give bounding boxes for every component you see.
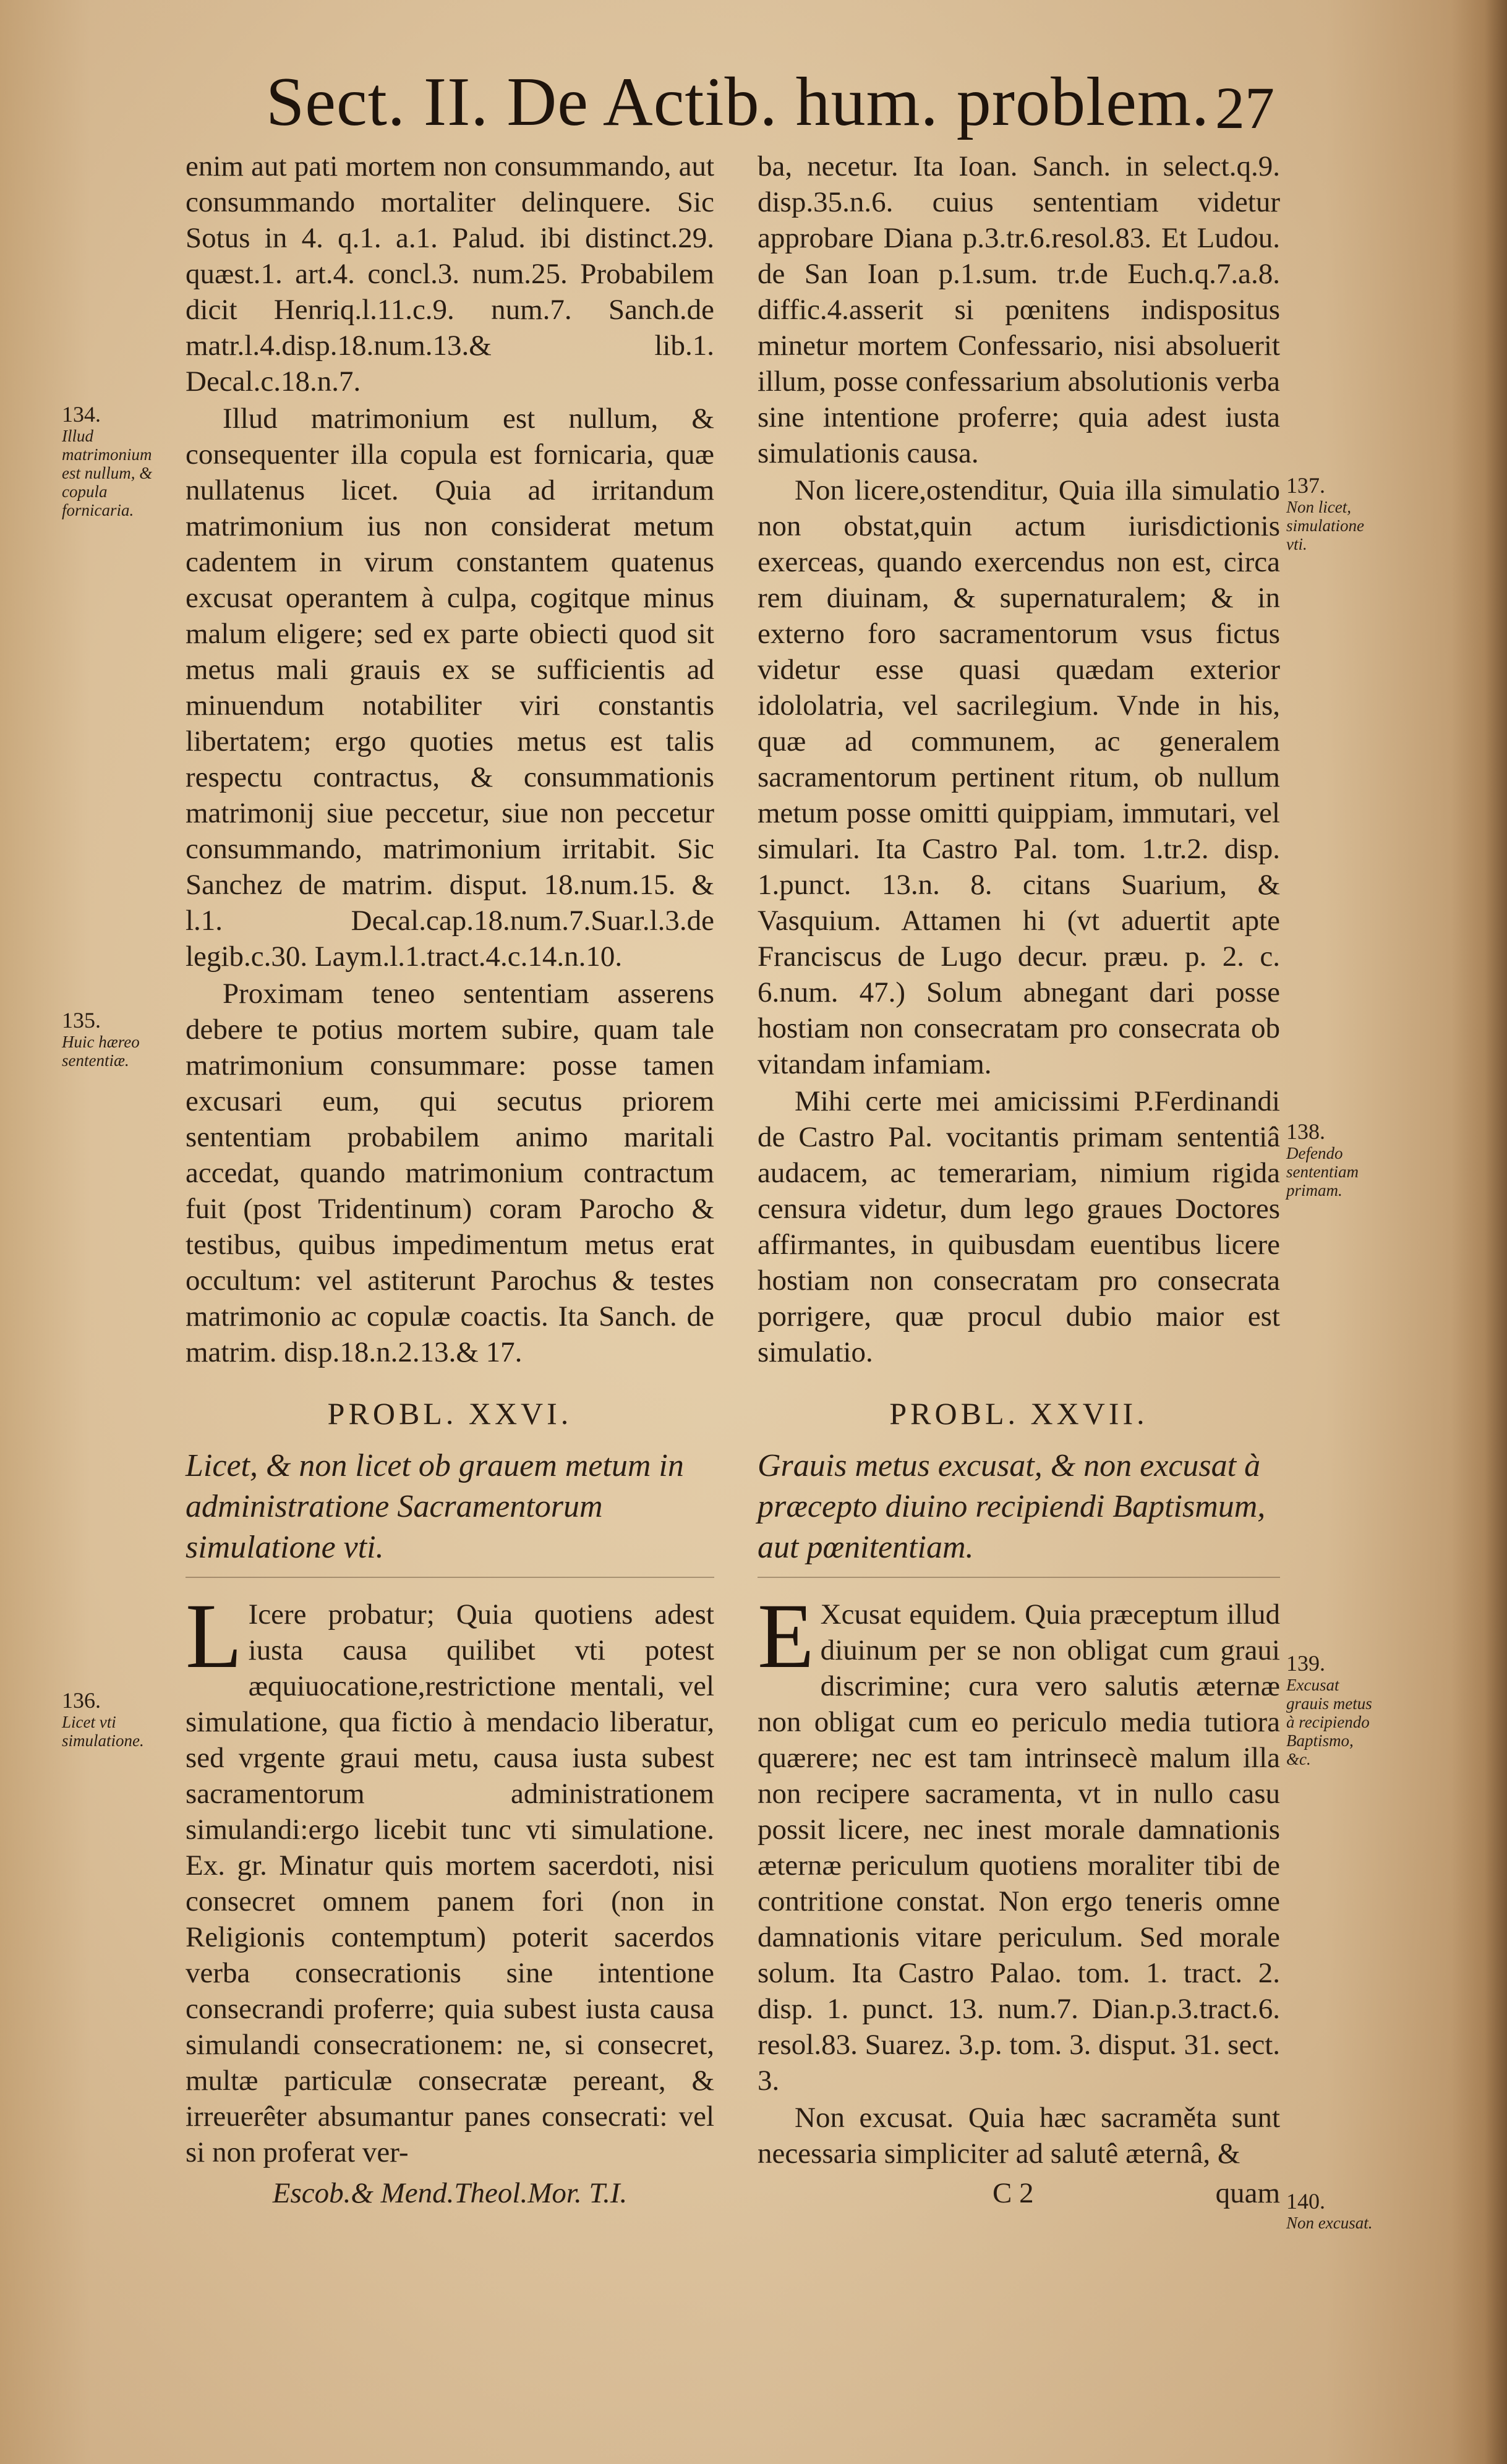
margin-note-text: Defendo sententiam primam. bbox=[1286, 1144, 1359, 1200]
right-paragraph-3: Mihi certe mei amicissimi P.Ferdinandi de Castro Pal. vocitantis primam sententiâ audacem, ac temerariam, nimium rigida censura videtur, dum lego graues Doctores affirmantes, in quibusdam euentibus licere hostiam non consecratam pro consecrata porrigere, quæ procul dubio maior est simulatio. bbox=[758, 1085, 1280, 1368]
left-signature-line: Escob.& Mend.Theol.Mor. T.I. bbox=[272, 2177, 628, 2209]
right-paragraph-4 bbox=[758, 1585, 1280, 2099]
margin-note-number: 136. bbox=[62, 1688, 101, 1713]
margin-note-135 bbox=[62, 1008, 170, 1070]
margin-note-number: 135. bbox=[62, 1008, 101, 1033]
right-paragraph-2: Non licere,ostenditur, Quia illa simulatio non obstat,quin actum iurisdictionis exerceas, quando exercendus non est, circa rem diuinam, & supernaturalem; & in externo foro sacramentorum vsus fictus videtur esse quasi quædam exterior idololatria, vel sacrilegium. Vnde in his, quæ ad communem, ac generalem sacramentorum pertinent ritum, ob nullum metum posse omitti quippiam, immutari, vel simulari. Ita Castro Pal. tom. 1.tr.2. disp. 1.punct. 13.n. 8. citans Suarium, & Vasquium. Attamen hi (vt aduertit apte Franciscus de Lugo decur. præu. p. 2. c. 6.num. 47.) Solum abnegant dari posse hostiam non consecratam pro consecrata ob vitandam infamiam. bbox=[758, 474, 1280, 1080]
catchword-row bbox=[758, 2175, 1280, 2211]
problem-27-title: Grauis metus excusat, & non excusat à præcepto diuino recipiendi Baptismum, aut pœnitentiam. bbox=[758, 1446, 1280, 1578]
left-paragraph-2: Illud matrimonium est nullum, & consequenter illa copula est fornicaria, quæ nullatenus licet. Quia ad irritandum matrimonium ius non considerat metum cadentem in virum constantem quatenus excusat operantem à culpa, cogitque minus malum eligere; sed ex parte obiecti quod sit metus mali grauis ex se sufficientis ad minuendum notabiliter viri constantis libertatem; ergo quoties metus est talis respectu contractus, & consummationis matrimonij siue peccetur, siue non peccetur consummando, matrimonium irritabit. Sic Sanchez de matrim. disput. 18.num.15. & l.1. Decal.cap.18.num.7.Suar.l.3.de legib.c.30. Laym.l.1.tract.4.c.14.n.10. bbox=[186, 403, 714, 973]
problem-26-title: Licet, & non licet ob grauem metum in administratione Sacramentorum simulatione vti. bbox=[186, 1446, 714, 1578]
right-paragraph-5: Non excusat. Quia hæc sacraměta sunt necessaria simpliciter ad salutê æternâ, & bbox=[758, 2102, 1280, 2170]
left-column bbox=[186, 148, 714, 2211]
margin-note-number: 139. bbox=[1286, 1651, 1325, 1676]
right-paragraph-1: ba, necetur. Ita Ioan. Sanch. in select.q.9. disp.35.n.6. cuius sententiam videtur approbare Diana p.3.tr.6.resol.83. Et Ludou. de San Ioan p.1.sum. tr.de Euch.q.7.a.8. diffic.4.asserit si pœnitens indispositus minetur mortem Confessario, nisi absoluerit illum, posse confessarium absolutionis verba sine intentione proferre; quia adest iusta simulationis causa. bbox=[758, 150, 1280, 469]
margin-note-text: Non excusat. bbox=[1286, 2214, 1373, 2232]
margin-note-number: 137. bbox=[1286, 473, 1325, 498]
dropcap-letter: L bbox=[186, 1585, 242, 1687]
page-number: 27 bbox=[1215, 75, 1274, 141]
margin-note-139 bbox=[1286, 1651, 1379, 1768]
margin-note-number: 134. bbox=[62, 402, 101, 427]
margin-note-134 bbox=[62, 402, 170, 519]
problem-26-heading: PROBL. XXVI. bbox=[327, 1396, 573, 1431]
dropcap-letter: E bbox=[758, 1585, 814, 1687]
signature-mark: C 2 bbox=[993, 2177, 1034, 2209]
margin-note-text: Excusat grauis metus à recipiendo Baptismo, &c. bbox=[1286, 1676, 1372, 1768]
margin-note-140 bbox=[1286, 2189, 1379, 2232]
margin-note-text: Illud matrimonium est nullum, & copula fornicaria. bbox=[62, 427, 153, 519]
margin-note-text: Licet vti simulatione. bbox=[62, 1713, 144, 1750]
margin-note-138 bbox=[1286, 1119, 1379, 1200]
right-column bbox=[758, 148, 1280, 2211]
margin-note-text: Non licet, simulatione vti. bbox=[1286, 498, 1364, 553]
margin-note-136 bbox=[62, 1688, 170, 1750]
problem-27-heading: PROBL. XXVII. bbox=[889, 1396, 1148, 1431]
left-paragraph-1: enim aut pati mortem non consummando, aut consummando mortaliter delinquere. Sic Sotus in 4. q.1. a.1. Palud. ibi distinct.29. quæst.1. art.4. concl.3. num.25. Probabilem dicit Henriq.l.11.c.9. num.7. Sanch.de matr.l.4.disp.18.num.13.& lib.1. Decal.c.18.n.7. bbox=[186, 150, 714, 398]
catchword: quam bbox=[1215, 2177, 1280, 2209]
margin-note-text: Huic hæreo sententiæ. bbox=[62, 1033, 140, 1070]
left-paragraph-4 bbox=[186, 1585, 714, 2170]
margin-note-number: 140. bbox=[1286, 2189, 1325, 2214]
running-head: Sect. II. De Actib. hum. problem. bbox=[266, 64, 1210, 140]
margin-note-137 bbox=[1286, 473, 1379, 553]
left-paragraph-4-text: Icere probatur; Quia quotiens adest iusta causa quilibet vti potest æquiuocatione,restrictione mentali, vel simulatione, qua fictio à mendacio liberatur, sed vrgente graui metu, causa iusta subest sacramentorum administrationem simulandi:ergo licebit tunc vti simulatione. Ex. gr. Minatur quis mortem sacerdoti, nisi consecret omnem panem fori (non in Religionis contemptum) poterit sacerdos verba consecrationis sine intentione consecrandi proferre; quia subest iusta causa simulandi consecrationem: ne, si consecret, multæ particulæ consecratæ pereant, & irreuerêter absumantur panes consecrati: vel si non proferat ver- bbox=[186, 1598, 714, 2168]
left-paragraph-3: Proximam teneo sententiam asserens debere te potius mortem subire, quam tale matrimonium consummare: posse tamen excusari eum, qui secutus priorem sententiam probabilem animo maritali accedat, quando matrimonium contractum fuit (post Tridentinum) coram Parocho & testibus, quibus impedimentum metus erat occultum: vel astiterunt Parochus & testes matrimonio ac copulæ coactis. Ita Sanch. de matrim. disp.18.n.2.13.& 17. bbox=[186, 978, 714, 1368]
margin-note-number: 138. bbox=[1286, 1119, 1325, 1144]
page-shadow-edge bbox=[1451, 0, 1507, 2464]
right-paragraph-4-text: Xcusat equidem. Quia præceptum illud diuinum per se non obligat cum graui discrimine; cura vero salutis æternæ non obligat cum eo periculo media tutiora quærere; nec est tam intrinsecè malum illa non recipere sacramenta, vt in nullo casu possit licere, nec inest morale damnationis æternæ periculum quotiens moraliter tibi de contritione constat. Non ergo teneris omne damnationis vitare periculum. Sed morale solum. Ita Castro Palao. tom. 1. tract. 2. disp. 1. punct. 13. num.7. Dian.p.3.tract.6. resol.83. Suarez. 3.p. tom. 3. disput. 31. sect. 3. bbox=[758, 1598, 1280, 2097]
